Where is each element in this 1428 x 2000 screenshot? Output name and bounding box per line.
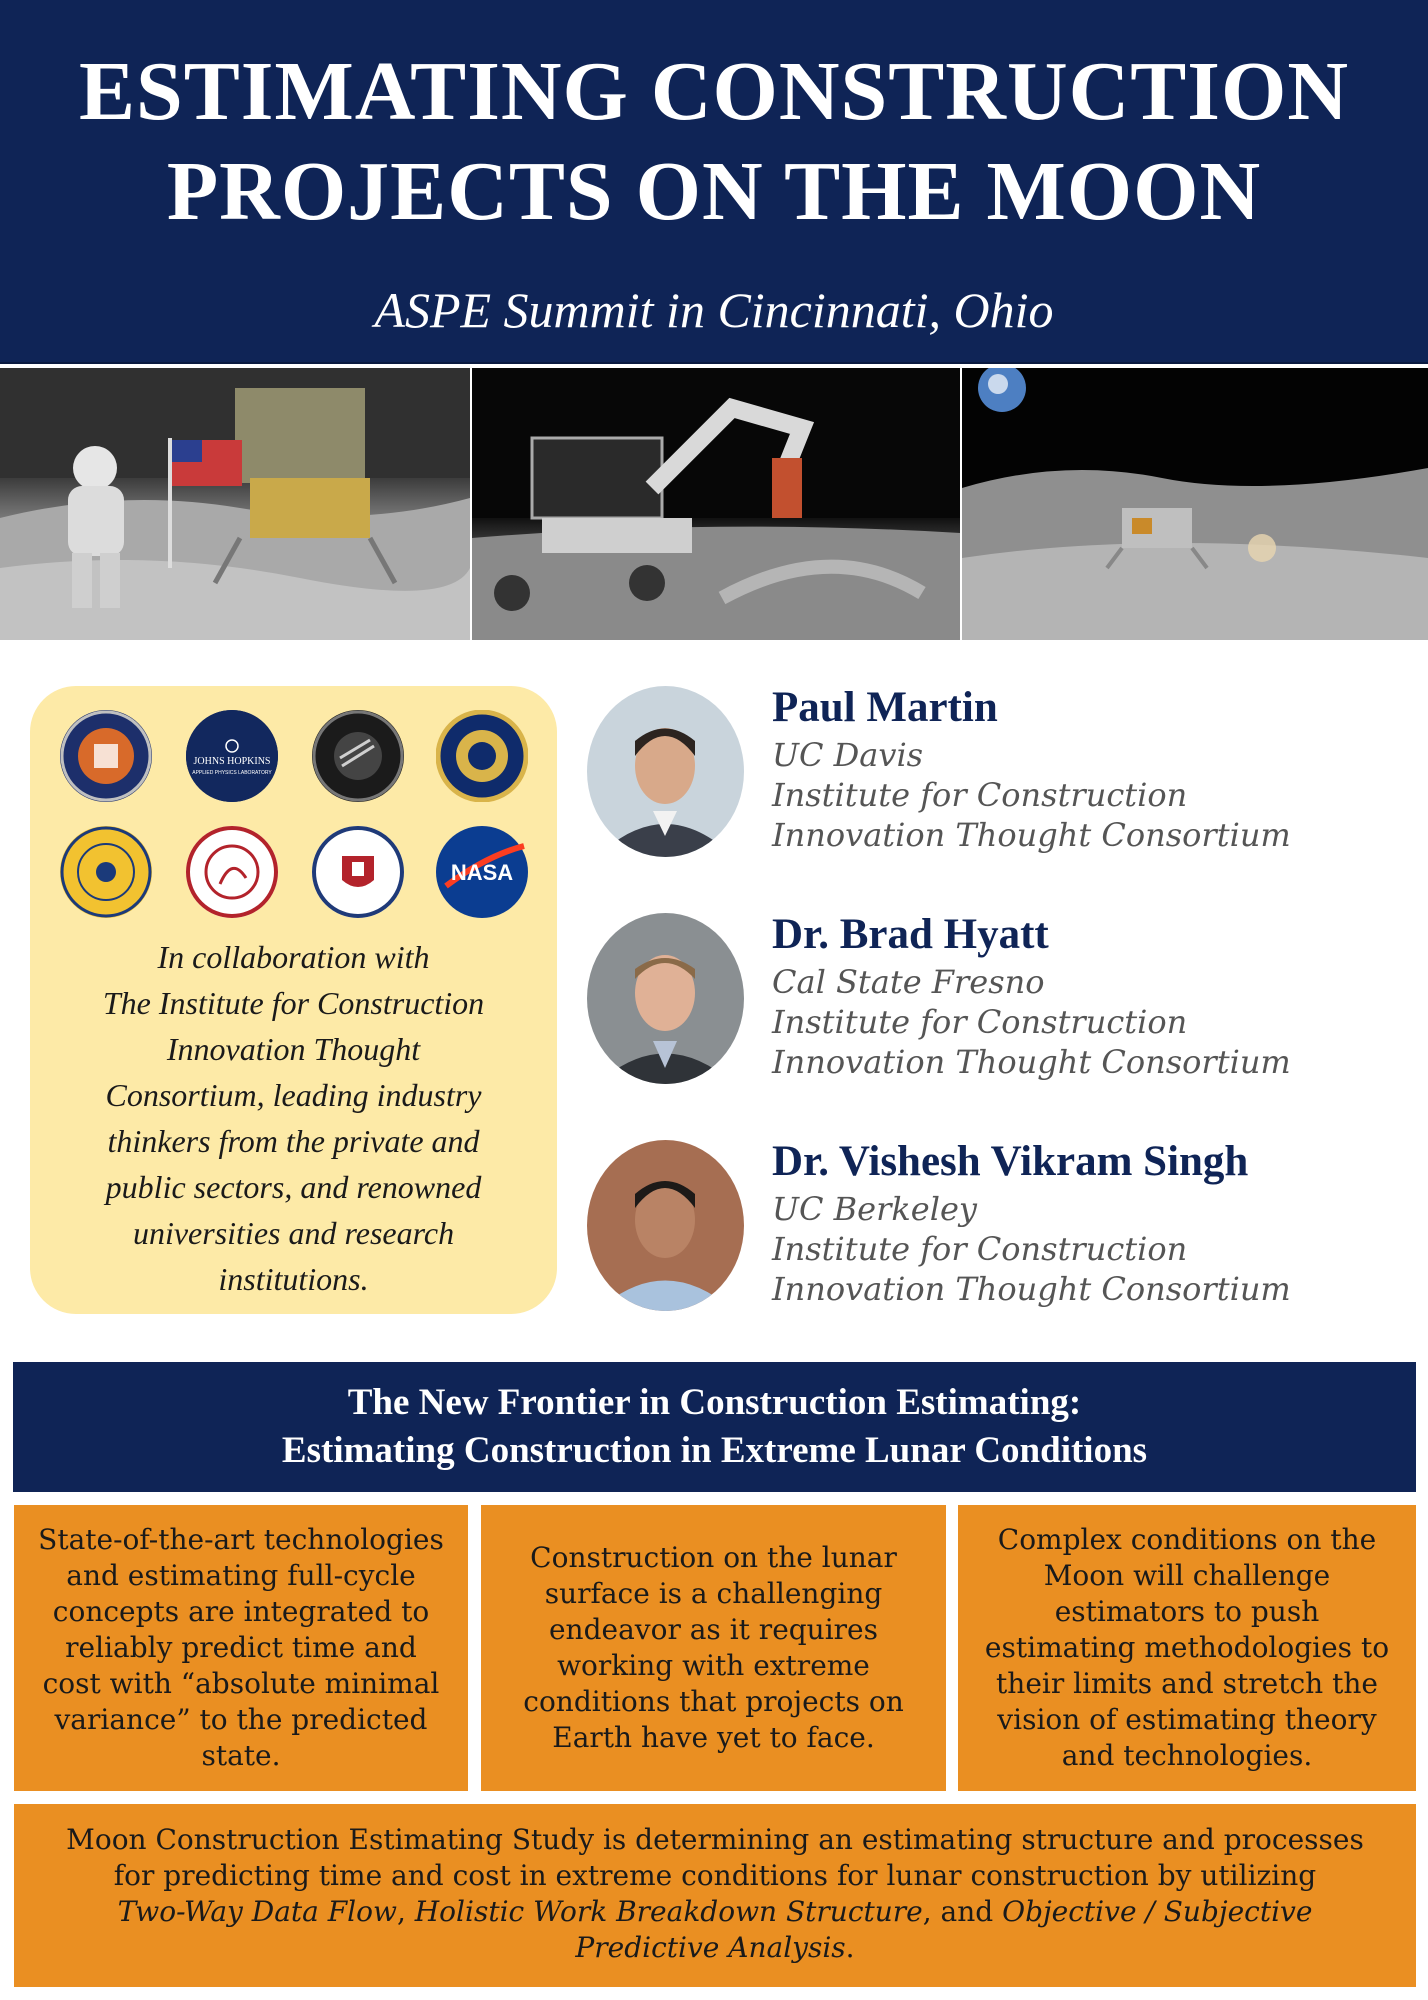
collaboration-text bbox=[30, 934, 557, 1302]
speaker-org-line-2: Innovation Thought Consortium bbox=[772, 816, 1291, 854]
speaker-org-line-2: Innovation Thought Consortium bbox=[772, 1043, 1291, 1081]
svg-text:NASA: NASA bbox=[450, 860, 514, 885]
lunar-lander-photo bbox=[962, 368, 1428, 640]
card-line: estimating methodologies to bbox=[984, 1631, 1390, 1664]
uc-berkeley-seal bbox=[436, 710, 528, 802]
study-end: . bbox=[845, 1931, 855, 1964]
collab-line: universities and research bbox=[132, 1215, 455, 1251]
card-line: Earth have yet to face. bbox=[552, 1721, 875, 1754]
title-line-2: PROJECTS ON THE MOON bbox=[166, 145, 1262, 238]
icit-logo bbox=[60, 710, 152, 802]
card-line: their limits and stretch the bbox=[996, 1667, 1378, 1700]
study-line-4 bbox=[34, 1930, 1396, 1966]
photo-strip bbox=[0, 368, 1428, 640]
study-term-two-way-data-flow: Two-Way Data Flow bbox=[117, 1895, 397, 1928]
study-term-objective-subjective: Objective / Subjective bbox=[1002, 1895, 1313, 1928]
frontier-line-2: Estimating Construction in Extreme Lunar Conditions bbox=[281, 1430, 1148, 1471]
collab-line: Consortium, leading industry bbox=[105, 1077, 482, 1113]
speaker-affiliation: UC Berkeley bbox=[772, 1190, 977, 1228]
card-line: vision of estimating theory bbox=[997, 1703, 1377, 1736]
collab-line: public sectors, and renowned bbox=[105, 1169, 482, 1205]
study-separator: , and bbox=[922, 1895, 1003, 1928]
study-separator: , bbox=[396, 1895, 415, 1928]
info-card-technologies bbox=[14, 1505, 468, 1791]
card-line: surface is a challenging bbox=[544, 1577, 883, 1610]
card-line: cost with “absolute minimal bbox=[42, 1667, 440, 1700]
uc-davis-seal bbox=[60, 826, 152, 918]
collab-line: In collaboration with bbox=[157, 939, 430, 975]
card-line: and estimating full-cycle bbox=[66, 1559, 416, 1592]
lunar-construction-robot-photo bbox=[472, 368, 960, 640]
collab-line: institutions. bbox=[218, 1261, 369, 1297]
card-line: variance” to the predicted bbox=[54, 1703, 428, 1736]
card-line: endeavor as it requires bbox=[548, 1613, 878, 1646]
title-line-1: ESTIMATING CONSTRUCTION bbox=[79, 45, 1349, 138]
card-line: estimators to push bbox=[1054, 1595, 1320, 1628]
speaker-avatar-vishesh-singh bbox=[587, 1140, 744, 1311]
card-line: and technologies. bbox=[1061, 1739, 1313, 1772]
speaker-name: Paul Martin bbox=[772, 684, 998, 731]
nasa-logo bbox=[436, 826, 528, 918]
info-card-complex-conditions bbox=[958, 1505, 1416, 1791]
card-line: Construction on the lunar bbox=[530, 1541, 897, 1574]
card-line: conditions that projects on bbox=[523, 1685, 904, 1718]
speaker-org-line-2: Innovation Thought Consortium bbox=[772, 1270, 1291, 1308]
svg-text:APPLIED PHYSICS LABORATORY: APPLIED PHYSICS LABORATORY bbox=[192, 770, 272, 776]
speaker-name: Dr. Brad Hyatt bbox=[772, 911, 1049, 958]
card-line: State-of-the-art technologies bbox=[38, 1523, 444, 1556]
study-line-3 bbox=[34, 1894, 1396, 1930]
card-line: Moon will challenge bbox=[1043, 1559, 1331, 1592]
collab-line: thinkers from the private and bbox=[107, 1123, 480, 1159]
frontier-line-1: The New Frontier in Construction Estimating: bbox=[347, 1382, 1082, 1423]
collab-line: The Institute for Construction bbox=[102, 985, 485, 1021]
speaker-affiliation: Cal State Fresno bbox=[772, 963, 1045, 1001]
speaker-avatar-brad-hyatt bbox=[587, 913, 744, 1084]
fresno-state-seal bbox=[312, 826, 404, 918]
astronaut-flag-photo bbox=[0, 368, 470, 640]
study-summary-box bbox=[14, 1804, 1416, 1987]
event-subtitle: ASPE Summit in Cincinnati, Ohio bbox=[374, 282, 1054, 338]
card-line: concepts are integrated to bbox=[52, 1595, 430, 1628]
card-line: working with extreme bbox=[557, 1649, 870, 1682]
speaker-affiliation: UC Davis bbox=[772, 736, 924, 774]
header-banner bbox=[0, 0, 1428, 364]
card-line: reliably predict time and bbox=[65, 1631, 417, 1664]
speaker-org-line-1: Institute for Construction bbox=[772, 1003, 1188, 1041]
frontier-banner bbox=[13, 1362, 1416, 1492]
study-term-holistic-wbs: Holistic Work Breakdown Structure bbox=[414, 1895, 923, 1928]
svg-text:JOHNS HOPKINS: JOHNS HOPKINS bbox=[193, 756, 271, 767]
page-title bbox=[0, 42, 1428, 242]
university-of-louisville-seal bbox=[186, 826, 278, 918]
study-line-2: for predicting time and cost in extreme conditions for lunar construction by utilizing bbox=[113, 1859, 1317, 1892]
card-line: state. bbox=[201, 1739, 281, 1772]
info-card-lunar-surface bbox=[481, 1505, 946, 1791]
study-line-1: Moon Construction Estimating Study is determining an estimating structure and processes bbox=[66, 1823, 1364, 1856]
speaker-org-line-1: Institute for Construction bbox=[772, 776, 1188, 814]
speaker-org-line-1: Institute for Construction bbox=[772, 1230, 1188, 1268]
speaker-avatar-paul-martin bbox=[587, 686, 744, 857]
johns-hopkins-apl-logo bbox=[186, 710, 278, 802]
speaker-name: Dr. Vishesh Vikram Singh bbox=[772, 1138, 1249, 1185]
collab-line: Innovation Thought bbox=[166, 1031, 421, 1067]
study-term-predictive-analysis: Predictive Analysis bbox=[575, 1931, 846, 1964]
lunar-surface-innovation-consortium-logo bbox=[312, 710, 404, 802]
card-line: Complex conditions on the bbox=[997, 1523, 1377, 1556]
